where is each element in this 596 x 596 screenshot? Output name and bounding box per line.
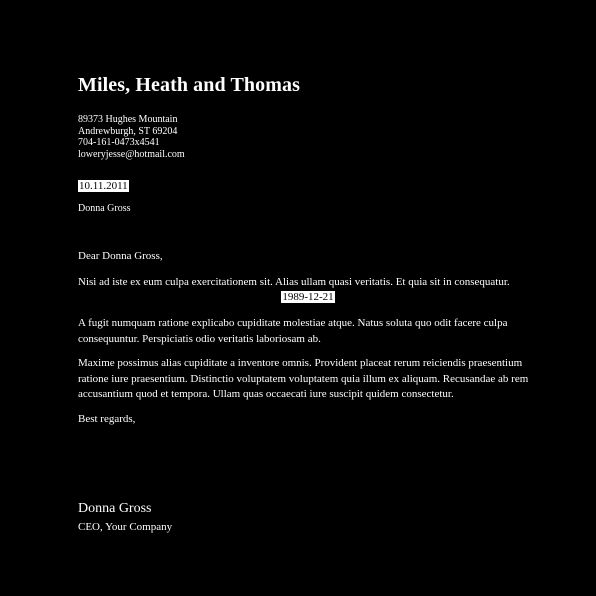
address-street: 89373 Hughes Mountain: [78, 114, 178, 125]
letter-page: [78, 0, 538, 596]
address-city-state-zip: Andrewburgh, ST 69204: [78, 125, 178, 137]
body-paragraph-1-text: Nisi ad iste ex eum culpa exercitationem sit. Alias ullam quasi veritatis. Et quia sit in consequatur.: [78, 276, 510, 288]
recipient-name: Donna Gross: [78, 203, 131, 214]
signature-title: CEO, Your Company: [78, 521, 173, 533]
salutation: Dear Donna Gross,: [78, 250, 163, 262]
body-paragraph-2: A fugit numquam ratione explicabo cupiditate molestiae atque. Natus soluta quo odit facere culpa consequuntur. Perspiciatis odio veritatis laboriosam ab.: [78, 317, 508, 345]
signature-name: Donna Gross: [78, 501, 152, 516]
closing: Best regards,: [78, 413, 136, 425]
inline-date: 1989-12-21: [282, 290, 334, 303]
sender-address: [78, 114, 185, 160]
address-phone: 704-161-0473x4541: [78, 137, 160, 148]
company-name: Miles, Heath and Thomas: [78, 74, 300, 96]
body-paragraph-3: Maxime possimus alias cupiditate a inventore omnis. Provident placeat rerum reiciendis praesentium ratione iure praesentium. Distinctio voluptatem voluptatem quia illum ex aliquam. Recusandae ab rem accusantium quod et tempora. Ullam quas occaecati iure suscipit quidem consectetur.: [78, 357, 529, 400]
inline-date-wrapper: [78, 291, 538, 304]
body-paragraph-1: [78, 275, 538, 304]
address-email: loweryjesse@hotmail.com: [78, 148, 185, 160]
letter-date: 10.11.2011: [79, 180, 128, 192]
